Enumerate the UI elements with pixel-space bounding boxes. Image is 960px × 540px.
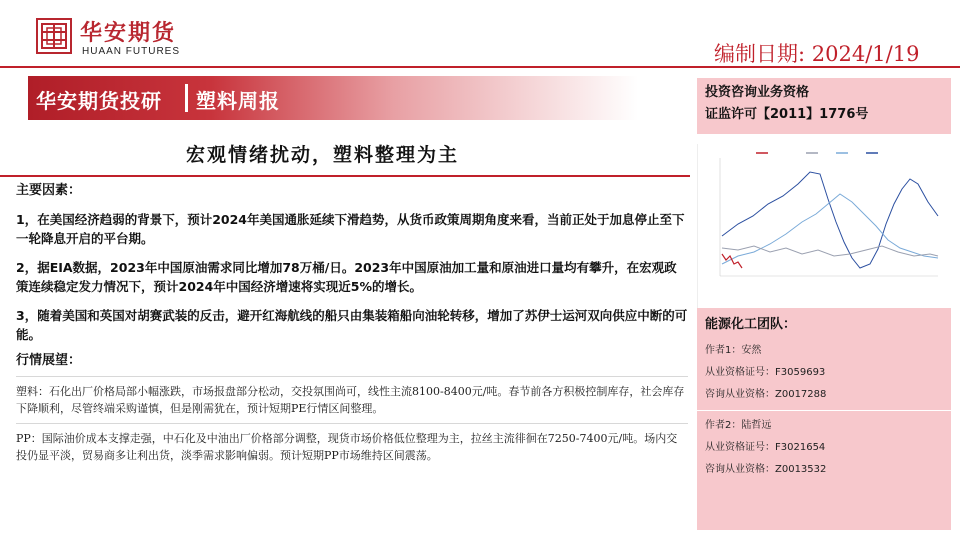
license-line-1: 投资咨询业务资格 [705,85,810,100]
series-line [722,246,938,256]
team-title: 能源化工团队： [705,317,797,332]
huaan-logo-icon [36,18,72,54]
license-line-2: 证监许可【2011】1776号 [705,107,869,122]
author-consult-license: 咨询从业资格：Z0017288 [705,389,827,400]
factor-item: 1，在美国经济趋弱的背景下，预计2024年美国通胀延续下滑趋势，从货币政策周期角度来看，当前正处于加息停止至下一轮降息开启的平台期。 [16,212,685,246]
right-panel [697,78,951,530]
team-divider [697,410,951,411]
author-license: 从业资格证号：F3059693 [705,367,826,378]
author-name: 作者2：陆哲远 [705,420,772,431]
author-consult-license: 咨询从业资格：Z0013532 [705,464,827,475]
company-logo [36,16,196,60]
outlook-divider [16,423,688,424]
page-title: 宏观情绪扰动，塑料整理为主 [186,144,460,166]
banner-separator [185,84,188,112]
outlook-plastic: 塑料：石化出厂价格局部小幅涨跌，市场报盘部分松动，交投氛围尚可，线性主流8100-8400元/吨。春节前各方积极控制库存，社会库存下降顺利，尽管终端采购谨慎，但是刚需犹在，预计短期PE行情区间整理。 [16,385,685,415]
factor-item: 3，随着美国和英国对胡赛武装的反击，避开红海航线的船只由集装箱船向油轮转移，增加了苏伊士运河双向供应中断的可能。 [16,308,688,342]
thumbnail-chart-svg [698,144,948,294]
report-banner [28,76,638,120]
logo-chinese-text: 华安期货 [80,20,177,46]
outlook-pp: PP：国际油价成本支撑走强，中石化及中油出厂价格部分调整，现货市场价格低位整理为主，拉丝主流徘徊在7250-7400元/吨。场内交投仍显平淡，贸易商多让利出货，淡季需求影响偏弱。预计短期PP市场维持区间震荡。 [16,432,678,462]
outlook-heading: 行情展望： [16,353,82,368]
main-content [16,180,688,464]
author-license: 从业资格证号：F3021654 [705,442,826,453]
license-box [697,78,951,134]
author-name: 作者1：安然 [705,345,762,356]
title-divider [0,175,690,177]
banner-brand: 华安期货投研 [36,89,162,113]
header-divider [0,66,960,68]
logo-english-text: HUAAN FUTURES [82,46,181,57]
banner-report-name: 塑料周报 [196,89,280,113]
edit-date: 编制日期: 2024/1/19 [714,42,920,66]
team-box [697,308,951,530]
factor-item: 2，据EIA数据，2023年中国原油需求同比增加78万桶/日。2023年中国原油加工量和原油进口量均有攀升，在宏观政策连续稳定发力情况下，预计2024年中国经济增速将实现近5%的增长。 [16,260,677,294]
factors-heading: 主要因素： [16,183,82,198]
outlook-divider [16,376,688,377]
